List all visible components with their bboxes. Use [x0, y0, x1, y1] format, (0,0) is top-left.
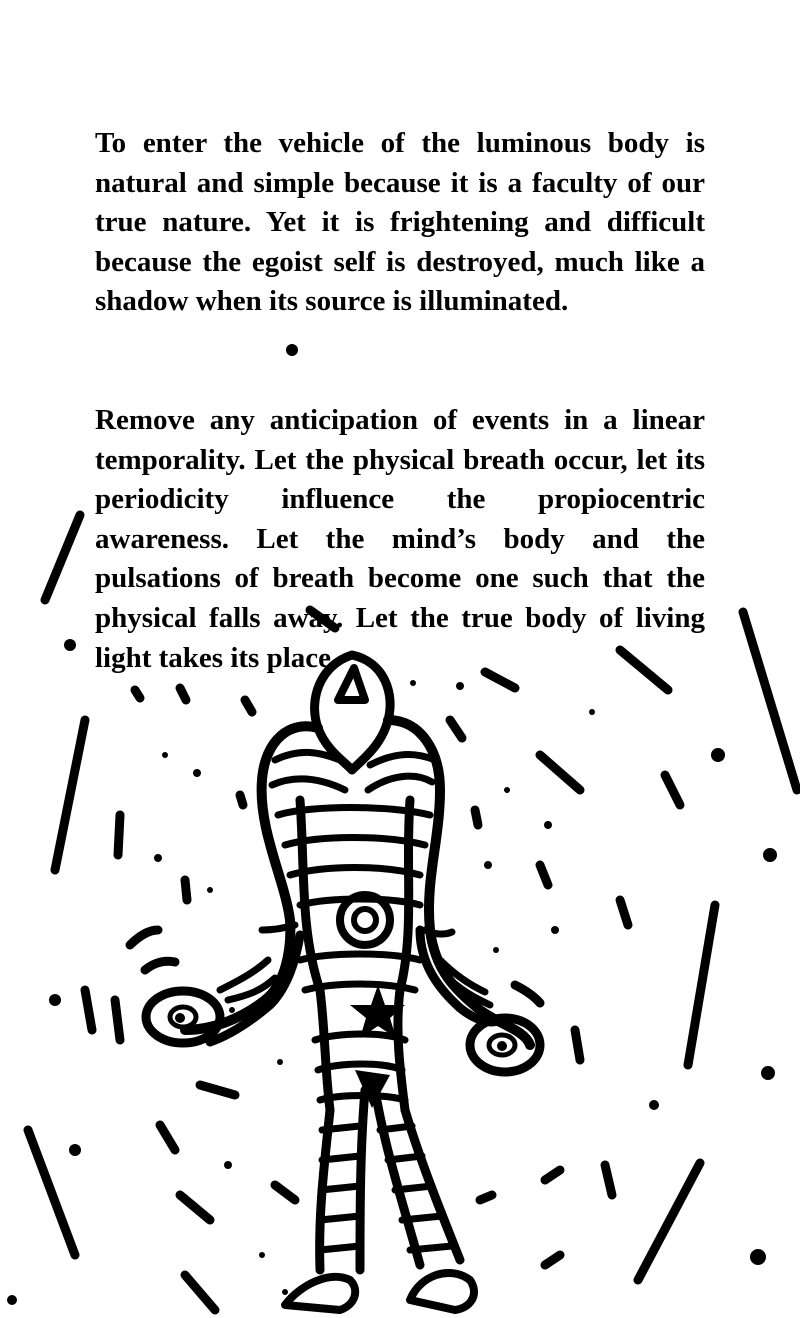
paragraph-instructions: Remove any anticipation of events in a linear temporality. Let the physical breath occur, let its periodicity influence the propiocentric awareness. Let the mind’s body and the pulsations of breath become one such that the physical falls away. Let the true body of living light takes its place. — [95, 404, 705, 674]
scattered-dots — [7, 639, 777, 1305]
separator-dot — [286, 344, 298, 356]
paragraph-luminous-body: To enter the vehicle of the luminous body is natural and simple because it is a faculty of our true nature. Yet it is frightening and difficult because the egoist self is destroyed, much like a shadow when its source is illuminated. — [95, 127, 705, 318]
